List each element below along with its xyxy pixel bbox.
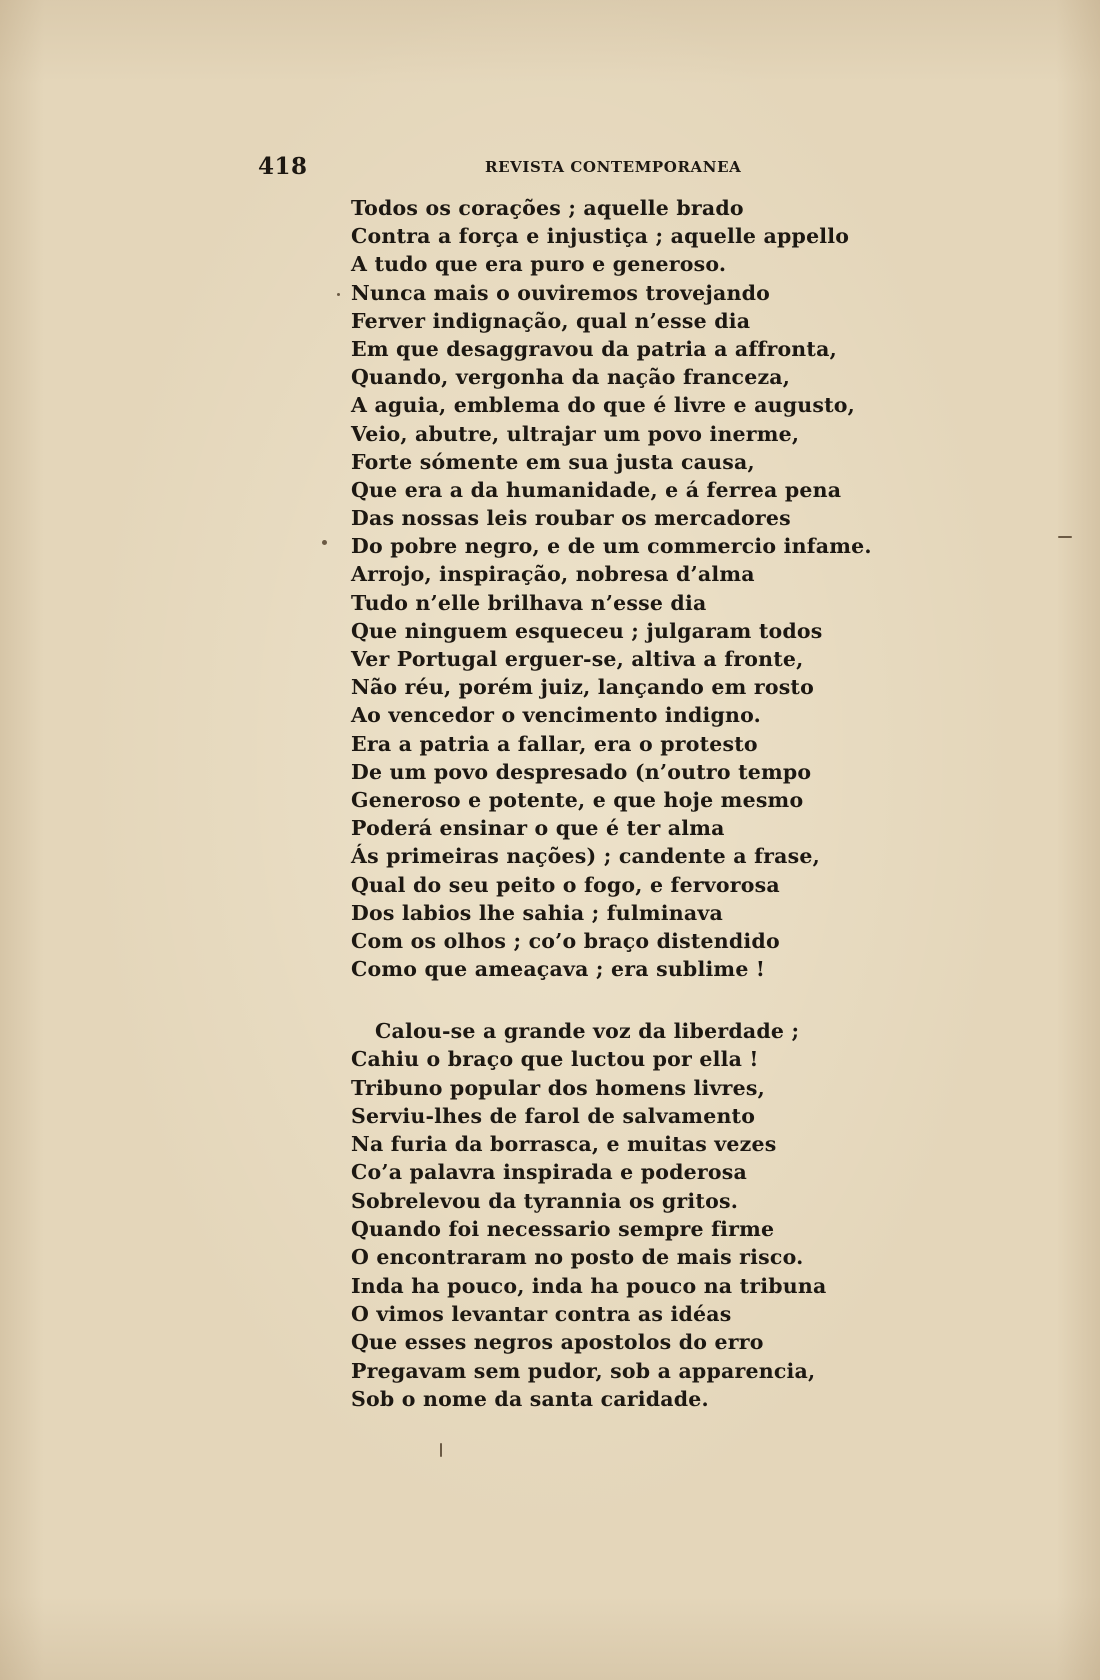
paper-speck bbox=[337, 293, 340, 296]
verse-line: O vimos levantar contra as idéas bbox=[351, 1301, 732, 1326]
verse-line: Quando foi necessario sempre firme bbox=[351, 1217, 775, 1242]
verse-line: Cahiu o braço que luctou por ella ! bbox=[351, 1047, 759, 1072]
verse-line: Era a patria a fallar, era o protesto bbox=[351, 731, 758, 756]
verse-line: Tudo n’elle brilhava n’esse dia bbox=[351, 590, 707, 615]
verse-line: Inda ha pouco, inda ha pouco na tribuna bbox=[351, 1273, 827, 1298]
verse-line: Em que desaggravou da patria a affronta, bbox=[351, 336, 837, 361]
poem-stanza-2 bbox=[351, 1017, 827, 1413]
verse-line: A tudo que era puro e generoso. bbox=[351, 252, 727, 277]
verse-line: De um povo despresado (n’outro tempo bbox=[351, 759, 812, 784]
verse-line: Ver Portugal erguer-se, altiva a fronte, bbox=[351, 647, 804, 671]
verse-line: Todos os corações ; aquelle brado bbox=[351, 196, 744, 220]
verse-line: Veio, abutre, ultrajar um povo inerme, bbox=[351, 421, 800, 446]
verse-line: Como que ameaçava ; era sublime ! bbox=[351, 957, 766, 982]
running-title: REVISTA CONTEMPORANEA bbox=[485, 158, 742, 176]
verse-line: Generoso e potente, e que hoje mesmo bbox=[351, 787, 804, 812]
verse-line: O encontraram no posto de mais risco. bbox=[351, 1245, 804, 1270]
verse-line: Poderá ensinar o que é ter alma bbox=[351, 816, 725, 841]
verse-line: Contra a força e injustiça ; aquelle appello bbox=[351, 224, 850, 249]
verse-line: Tribuno popular dos homens livres, bbox=[351, 1075, 765, 1100]
verse-line: Arrojo, inspiração, nobresa d’alma bbox=[351, 562, 755, 587]
paper-speck bbox=[440, 1443, 442, 1457]
verse-line: Ferver indignação, qual n’esse dia bbox=[351, 308, 751, 333]
verse-line: Ao vencedor o vencimento indigno. bbox=[351, 703, 762, 728]
verse-line: Serviu-lhes de farol de salvamento bbox=[351, 1103, 756, 1128]
page-number: 418 bbox=[258, 153, 308, 180]
verse-line: Ás primeiras nações) ; candente a frase, bbox=[351, 844, 820, 869]
verse-line: Pregavam sem pudor, sob a apparencia, bbox=[351, 1358, 816, 1383]
verse-line: Do pobre negro, e de um commercio infame. bbox=[351, 534, 872, 559]
verse-line: Calou-se a grande voz da liberdade ; bbox=[375, 1019, 800, 1043]
verse-line: Qual do seu peito o fogo, e fervorosa bbox=[351, 872, 780, 897]
verse-line: Com os olhos ; co’o braço distendido bbox=[351, 928, 780, 953]
verse-line: Das nossas leis roubar os mercadores bbox=[351, 506, 791, 531]
verse-line: Dos labios lhe sahia ; fulminava bbox=[351, 900, 723, 925]
verse-line: Nunca mais o ouviremos trovejando bbox=[351, 280, 770, 305]
verse-line: Sob o nome da santa caridade. bbox=[351, 1386, 709, 1411]
verse-line: Que era a da humanidade, e á ferrea pena bbox=[351, 477, 842, 502]
verse-line: Que esses negros apostolos do erro bbox=[351, 1330, 764, 1355]
paper-speck bbox=[1058, 536, 1072, 538]
poem-stanza-1 bbox=[351, 194, 872, 983]
verse-line: Forte sómente em sua justa causa, bbox=[351, 449, 755, 474]
verse-line: Não réu, porém juiz, lançando em rosto bbox=[351, 675, 814, 700]
verse-line: Quando, vergonha da nação franceza, bbox=[351, 365, 791, 390]
verse-line: Co’a palavra inspirada e poderosa bbox=[351, 1160, 748, 1185]
page-header bbox=[258, 153, 898, 181]
verse-line: Que ninguem esqueceu ; julgaram todos bbox=[351, 618, 823, 643]
verse-line: Na furia da borrasca, e muitas vezes bbox=[351, 1132, 777, 1157]
paper-speck bbox=[322, 540, 327, 545]
verse-line: A aguia, emblema do que é livre e augusto, bbox=[351, 393, 855, 418]
verse-line: Sobrelevou da tyrannia os gritos. bbox=[351, 1188, 739, 1213]
